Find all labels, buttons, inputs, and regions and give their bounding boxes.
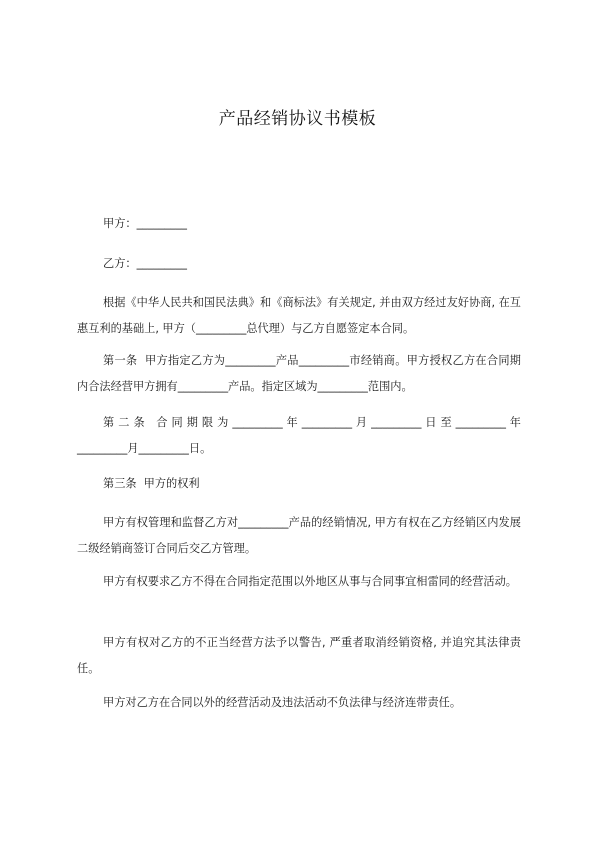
article-1-paragraph: 第一条 甲方指定乙方为_________产品_________市经销商。甲方授权乙方在合同期内合法经营甲方拥有_________产品。指定区域为_________范围内。 [77,354,521,393]
party-a-right-1: 甲方有权管理和监督乙方对_________产品的经销情况, 甲方有权在乙方经销区内发展二级经销商签订合同后交乙方管理。 [77,516,521,555]
party-a-right-4: 甲方对乙方在合同以外的经营活动及违法活动不负法律与经济连带责任。 [103,696,462,709]
preamble-paragraph: 根据《中华人民共和国民法典》和《商标法》有关规定, 并由双方经过友好协商, 在互惠互利的基础上, 甲方（_________总代理）与乙方自愿签定本合同。 [77,296,521,335]
party-a-line: 甲方：_________ [103,217,187,230]
party-a-right-2: 甲方有权要求乙方不得在合同指定范围以外地区从事与合同事宜相雷同的经营活动。 [103,575,517,588]
party-b-line: 乙方：_________ [103,257,187,270]
party-a-right-3: 甲方有权对乙方的不正当经营方法予以警告, 严重者取消经销资格, 并追究其法律责任。 [77,636,521,675]
article-3-heading: 第三条 甲方的权利 [103,477,200,490]
document-title: 产品经销协议书模板 [218,109,377,129]
article-2-paragraph: 第 二 条 合 同 期 限 为 _________ 年 _________ 月 _________ 日 至 _________ 年_________月_________日。 [77,416,521,455]
